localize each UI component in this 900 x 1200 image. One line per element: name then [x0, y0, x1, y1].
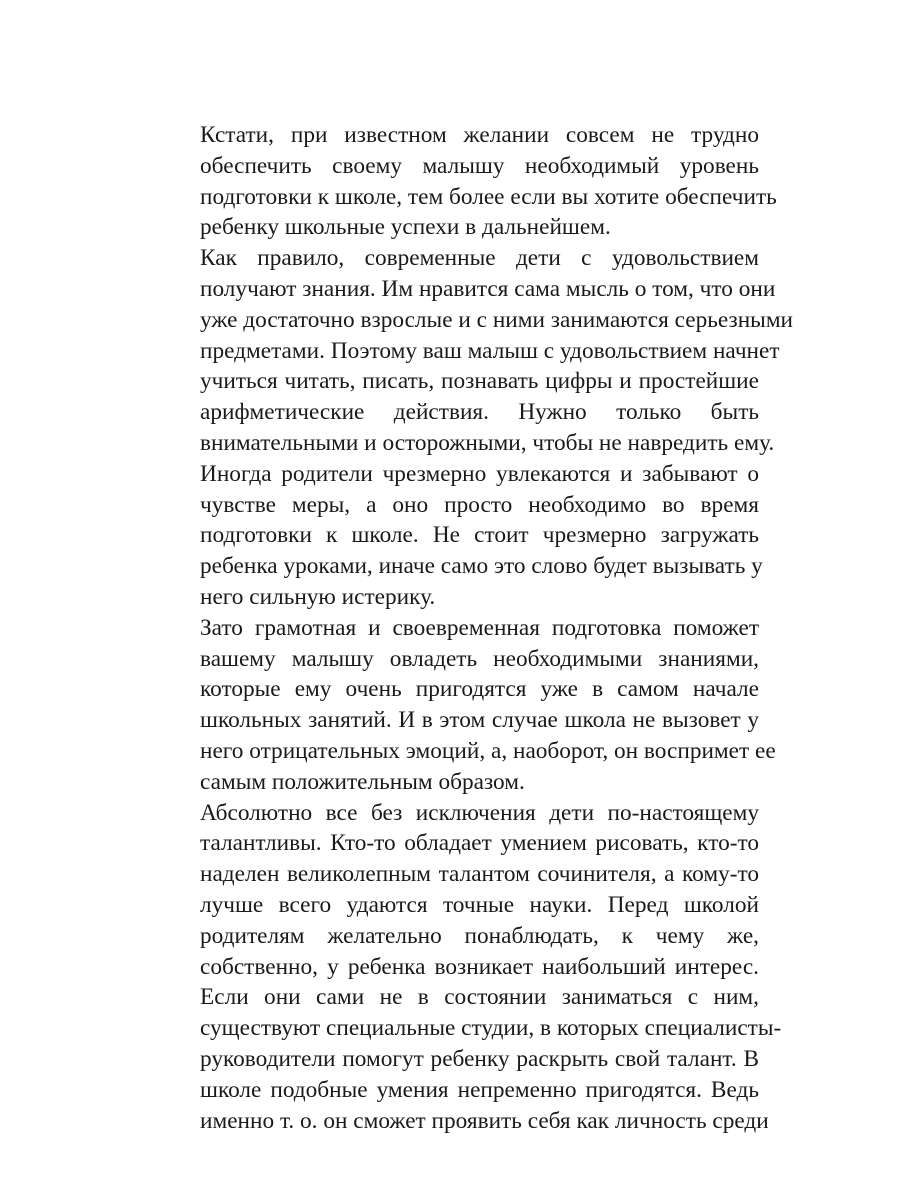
text-line: предметами. Поэтому ваш малыш с удовольствием начнет — [200, 337, 780, 364]
text-line: ребенку школьные успехи в дальнейшем. — [200, 214, 611, 241]
text-line: лучше всего удаются точные науки. Перед школой — [200, 891, 759, 918]
paragraph-4 — [142, 798, 782, 1137]
text-line: существуют специальные студии, в которых специалисты- — [200, 1015, 782, 1042]
text-line: обеспечить своему малышу необходимый уровень — [200, 152, 759, 179]
text-line: наделен великолепным талантом сочинителя, а кому-то — [200, 861, 759, 888]
text-line: вашему малышу овладеть необходимыми знаниями, — [200, 645, 759, 672]
text-line: Абсолютно все без исключения дети по-настоящему — [200, 799, 759, 826]
text-line: Кстати, при известном желании совсем не трудно — [200, 122, 759, 148]
text-line: него отрицательных эмоций, а, наоборот, он воспримет ее — [200, 737, 776, 764]
paragraph-2 — [142, 243, 794, 613]
text-line: самым положительным образом. — [200, 768, 525, 795]
text-line: руководители помогут ребенку раскрыть свой талант. В — [200, 1045, 759, 1072]
text-line: чувстве меры, а оно просто необходимо во время — [200, 491, 759, 518]
text-line: подготовки к школе. Не стоит чрезмерно загружать — [200, 522, 759, 549]
text-line: школьных занятий. И в этом случае школа не вызовет у — [200, 707, 759, 734]
text-line: Иногда родители чрезмерно увлекаются и забывают о — [200, 460, 759, 487]
text-line: получают знания. Им нравится сама мысль о том, что они — [200, 275, 776, 302]
text-line: которые ему очень пригодятся уже в самом начале — [200, 676, 759, 703]
text-line: именно т. о. он сможет проявить себя как личность среди — [200, 1107, 769, 1134]
text-line: ребенка уроками, иначе само это слово будет вызывать у — [200, 553, 763, 580]
text-line: внимательными и осторожными, чтобы не навредить ему. — [200, 429, 775, 456]
text-line: Как правило, современные дети с удовольствием — [200, 245, 759, 272]
text-line: учиться читать, писать, познавать цифры и простейшие — [200, 368, 759, 395]
text-line: него сильную истерику. — [200, 583, 436, 610]
text-line: талантливы. Кто-то обладает умением рисовать, кто-то — [200, 830, 759, 857]
text-line: родителям желательно понаблюдать, к чему же, — [200, 922, 759, 949]
text-line: Зато грамотная и своевременная подготовка поможет — [200, 614, 759, 641]
text-line: собственно, у ребенка возникает наибольший интерес. — [200, 953, 759, 980]
text-line: подготовки к школе, тем более если вы хотите обеспечить — [200, 183, 777, 210]
document-page — [142, 120, 794, 1136]
text-line: уже достаточно взрослые и с ними занимаются серьезными — [200, 306, 794, 333]
text-line: Если они сами не в состоянии заниматься с ним, — [200, 984, 759, 1011]
paragraph-1 — [142, 120, 777, 243]
paragraph-3 — [142, 613, 776, 798]
text-line: арифметические действия. Нужно только быть — [200, 399, 759, 426]
text-line: школе подобные умения непременно пригодятся. Ведь — [200, 1076, 759, 1103]
